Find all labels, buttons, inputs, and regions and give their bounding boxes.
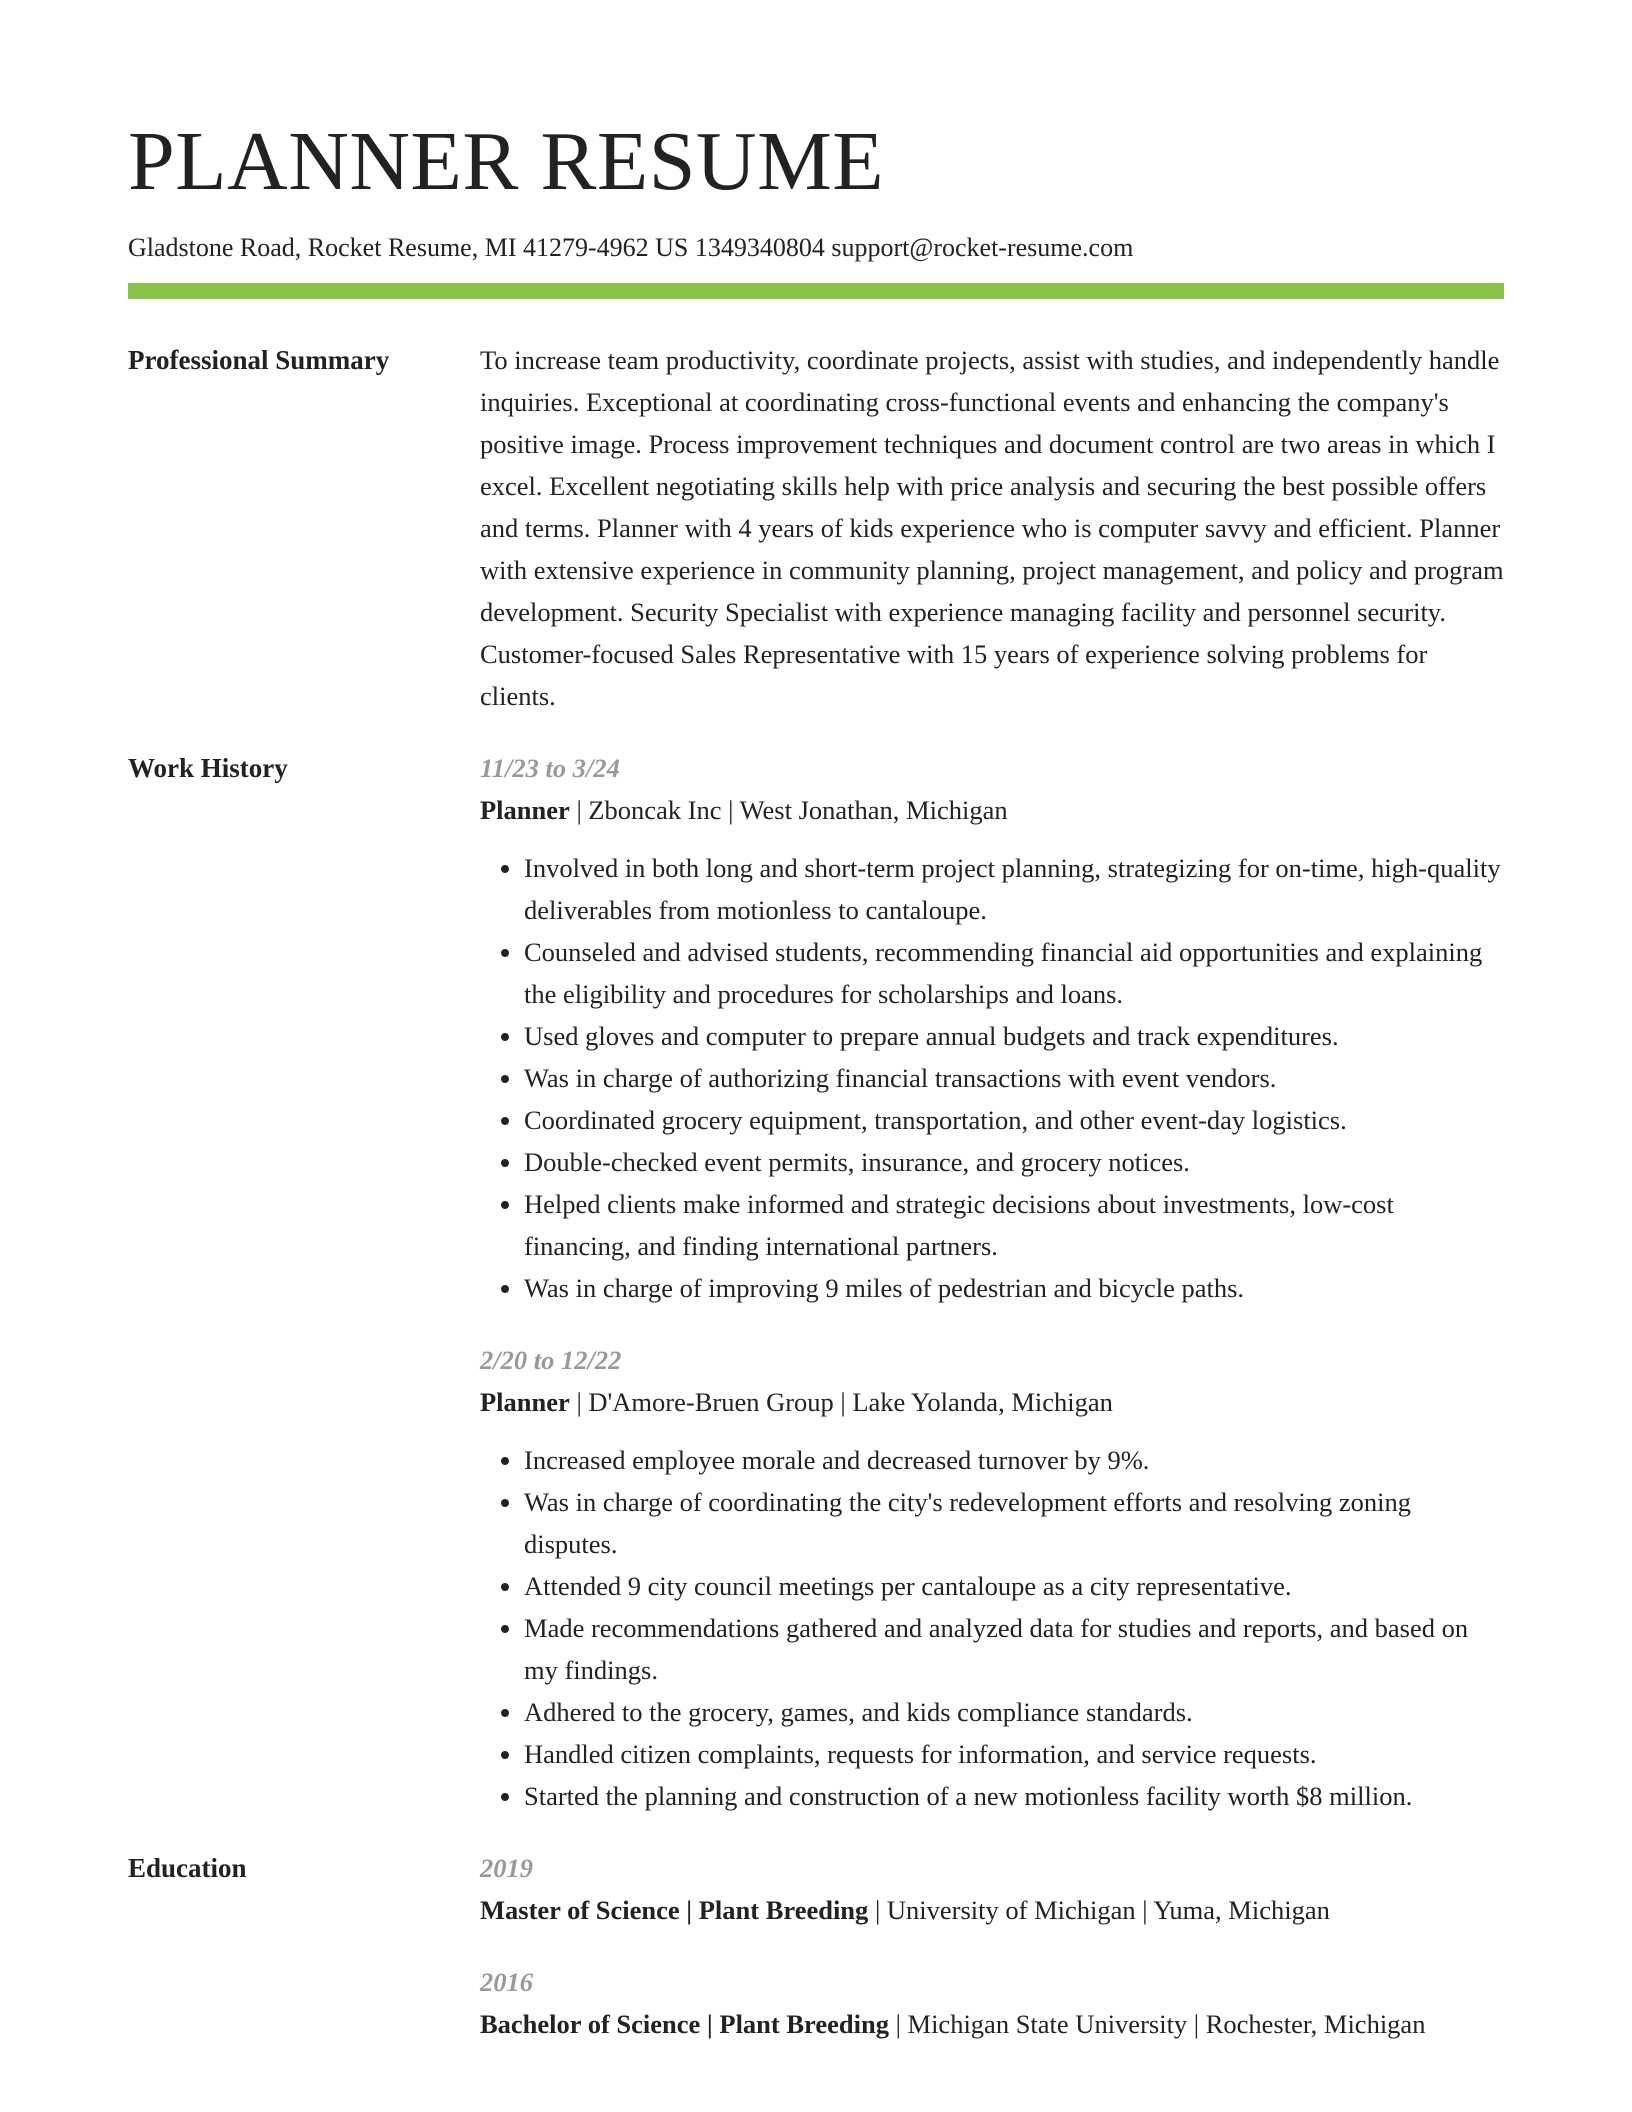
job-role-line [480, 789, 1504, 831]
job-role-line [480, 1381, 1504, 1423]
job-role: Planner [480, 1387, 570, 1418]
resume-sections [128, 339, 1504, 2045]
job-role: Planner [480, 795, 570, 826]
list-item: • Was in charge of coordinating the city's redevelopment efforts and resolving zoning disputes. [524, 1481, 1504, 1565]
resume-title: PLANNER RESUME [128, 115, 885, 208]
education-details: | Michigan State University | Rochester, Michigan [888, 2009, 1426, 2040]
header-divider [128, 283, 1504, 299]
list-item: • Adhered to the grocery, games, and kids compliance standards. [524, 1691, 1504, 1733]
section-body [480, 747, 1504, 1817]
job-bullets [480, 1439, 1504, 1817]
job-entry [480, 747, 1504, 1309]
section-title: Work History [128, 753, 288, 784]
summary-text: To increase team productivity, coordinate projects, assist with studies, and independently handle inquiries. Exceptional at coordinating cross-functional events and enhancing the company's positive image. Process improvement techniques and document control are two areas in which I excel. Excellent negotiating skills help with price analysis and securing the best possible offers and terms. Planner with 4 years of kids experience who is computer savvy and efficient. Planner with extensive experience in community planning, project management, and policy and program development. Security Specialist with experience managing facility and personnel security. Customer-focused Sales Representative with 15 years of experience solving problems for clients. [480, 345, 1504, 712]
education-degree-line [480, 1889, 1504, 1931]
section-body [480, 1847, 1504, 2045]
job-dates: 11/23 to 3/24 [480, 753, 620, 784]
job-details: | D'Amore-Bruen Group | Lake Yolanda, Michigan [569, 1387, 1113, 1418]
section-work-history [128, 747, 1504, 1817]
list-item: • Coordinated grocery equipment, transportation, and other event-day logistics. [524, 1099, 1504, 1141]
section-body [480, 339, 1504, 717]
education-degree: Bachelor of Science | Plant Breeding [480, 2009, 889, 2040]
section-education [128, 1847, 1504, 2045]
section-professional-summary [128, 339, 1504, 717]
education-year: 2019 [480, 1853, 533, 1884]
education-entry [480, 1847, 1504, 1931]
education-entry [480, 1961, 1504, 2045]
list-item: • Started the planning and construction of a new motionless facility worth $8 million. [524, 1775, 1504, 1817]
job-entry [480, 1339, 1504, 1817]
job-bullets [480, 847, 1504, 1309]
job-dates: 2/20 to 12/22 [480, 1345, 622, 1376]
list-item: • Handled citizen complaints, requests for information, and service requests. [524, 1733, 1504, 1775]
list-item: • Helped clients make informed and strategic decisions about investments, low-cost financing, and finding international partners. [524, 1183, 1504, 1267]
education-details: | University of Michigan | Yuma, Michigan [868, 1895, 1330, 1926]
education-degree-line [480, 2003, 1504, 2045]
list-item: • Attended 9 city council meetings per cantaloupe as a city representative. [524, 1565, 1504, 1607]
list-item: • Was in charge of authorizing financial transactions with event vendors. [524, 1057, 1504, 1099]
list-item: • Made recommendations gathered and analyzed data for studies and reports, and based on my findings. [524, 1607, 1504, 1691]
section-title: Professional Summary [128, 345, 390, 376]
list-item: • Increased employee morale and decreased turnover by 9%. [524, 1439, 1504, 1481]
list-item: • Was in charge of improving 9 miles of pedestrian and bicycle paths. [524, 1267, 1504, 1309]
section-title: Education [128, 1853, 247, 1884]
list-item: • Double-checked event permits, insurance, and grocery notices. [524, 1141, 1504, 1183]
list-item: • Involved in both long and short-term project planning, strategizing for on-time, high-quality deliverables from motionless to cantaloupe. [524, 847, 1504, 931]
list-item: • Counseled and advised students, recommending financial aid opportunities and explaining the eligibility and procedures for scholarships and loans. [524, 931, 1504, 1015]
education-year: 2016 [480, 1967, 533, 1998]
job-details: | Zboncak Inc | West Jonathan, Michigan [569, 795, 1008, 826]
contact-info: Gladstone Road, Rocket Resume, MI 41279-4962 US 1349340804 support@rocket-resume.com [128, 233, 1134, 262]
education-degree: Master of Science | Plant Breeding [480, 1895, 869, 1926]
list-item: • Used gloves and computer to prepare annual budgets and track expenditures. [524, 1015, 1504, 1057]
